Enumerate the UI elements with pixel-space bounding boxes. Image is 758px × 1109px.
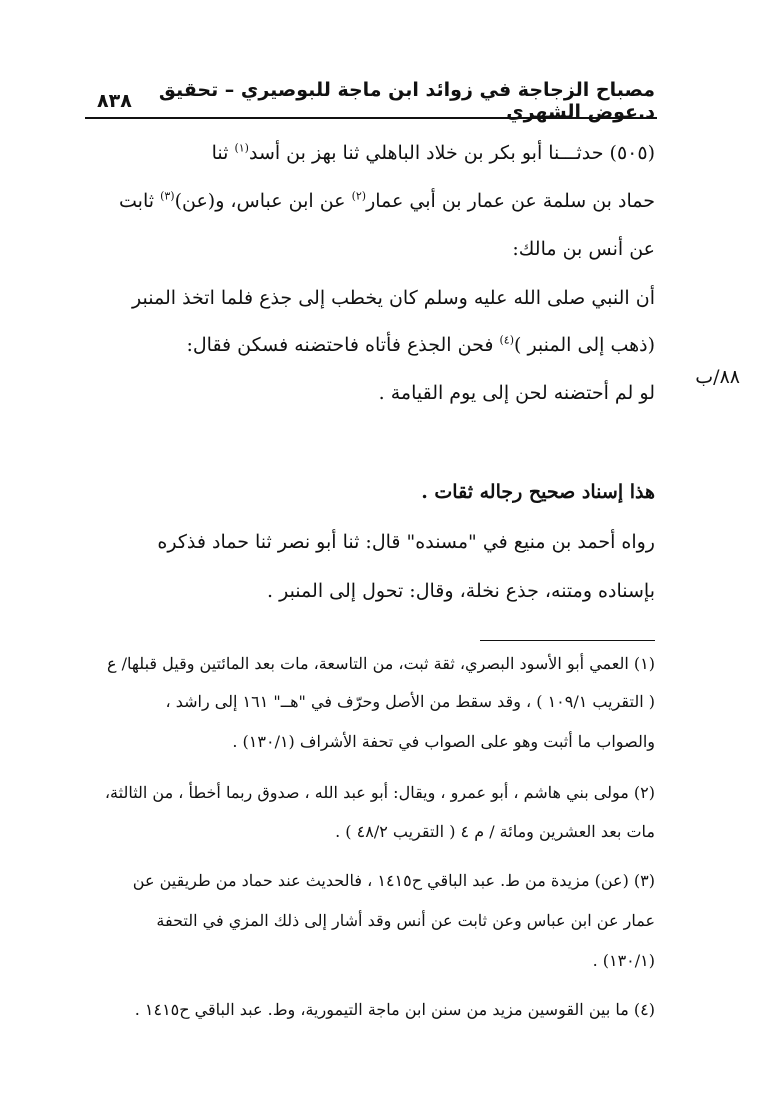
hadith-text: (٥٠٥) حدثـــنا أبو بكر بن خلاد الباهلي ثنا بهز بن أسد <box>248 142 655 164</box>
hadith-text: (ذهب إلى المنبر ) <box>514 334 655 356</box>
footnote-ref-1: (١) <box>234 141 249 155</box>
hadith-text: عن ابن عباس، و(عن) <box>174 190 352 212</box>
body-line-4: أن النبي صلى الله عليه وسلم كان يخطب إلى جذع فلما اتخذ المنبر <box>132 287 655 309</box>
hadith-text: ثابت <box>119 190 161 212</box>
body-line-5 <box>186 331 655 359</box>
running-header <box>85 79 655 123</box>
footnote-ref-3: (٣) <box>160 189 175 203</box>
manuscript-folio-note: ٨٨/ب <box>695 366 740 388</box>
footnote-ref-4: (٤) <box>499 333 514 347</box>
page-number: ٨٣٨ <box>97 90 132 112</box>
body-line-2 <box>119 187 655 215</box>
body-line-6: لو لم أحتضنه لحن إلى يوم القيامة . <box>378 382 655 404</box>
footnote-3-line-3: (١٣٠/١) . <box>592 951 655 970</box>
footnote-separator <box>480 640 655 641</box>
body-line-9: بإسناده ومتنه، جذع نخلة، وقال: تحول إلى المنبر . <box>267 580 655 602</box>
footnote-3-line-1: (٣) (عن) مزيدة من ط. عبد الباقي ح١٤١٥ ، فالحديث عند حماد من طريقين عن <box>132 871 655 890</box>
hadith-text: حماد بن سلمة عن عمار بن أبي عمار <box>366 190 655 212</box>
footnote-1-line-3: والصواب ما أثبت وهو على الصواب في تحفة الأشراف (١٣٠/١) . <box>232 732 655 751</box>
header-title: مصباح الزجاجة في زوائد ابن ماجة للبوصيري – تحقيق د.عوض الشهري <box>158 79 655 123</box>
footnote-1-line-2: ( التقريب ١٠٩/١ ) ، وقد سقط من الأصل وحرّف في "هــ" ١٦١ إلى راشد ، <box>165 692 655 711</box>
hadith-text: ثنا <box>211 142 235 164</box>
footnote-2-line-1: (٢) مولى بني هاشم ، أبو عمرو ، ويقال: أبو عبد الله ، صدوق ربما أخطأ ، من الثالثة، <box>104 783 655 802</box>
footnote-1-line-1: (١) العمي أبو الأسود البصري، ثقة ثبت، من التاسعة، مات بعد المائتين وقيل قبلها/ ع <box>107 654 655 673</box>
footnote-2-line-2: مات بعد العشرين ومائة / م ٤ ( التقريب ٤٨/٢ ) . <box>335 822 655 841</box>
body-line-1 <box>212 139 655 167</box>
footnote-4-line-1: (٤) ما بين القوسين مزيد من سنن ابن ماجة التيمورية، وط. عبد الباقي ح١٤١٥ . <box>134 1000 655 1019</box>
body-line-8: رواه أحمد بن منيع في "مسنده" قال: ثنا أبو نصر ثنا حماد فذكره <box>157 531 655 553</box>
footnote-3-line-2: عمار عن ابن عباس وعن ثابت عن أنس وقد أشار إلى ذلك المزي في التحفة <box>156 911 655 930</box>
footnote-ref-2: (٢) <box>351 189 367 203</box>
header-rule <box>85 117 657 119</box>
body-line-3: عن أنس بن مالك: <box>512 238 655 260</box>
grading-statement: هذا إسناد صحيح رجاله ثقات . <box>421 481 655 503</box>
hadith-text: فحن الجذع فأتاه فاحتضنه فسكن فقال: <box>186 334 500 356</box>
